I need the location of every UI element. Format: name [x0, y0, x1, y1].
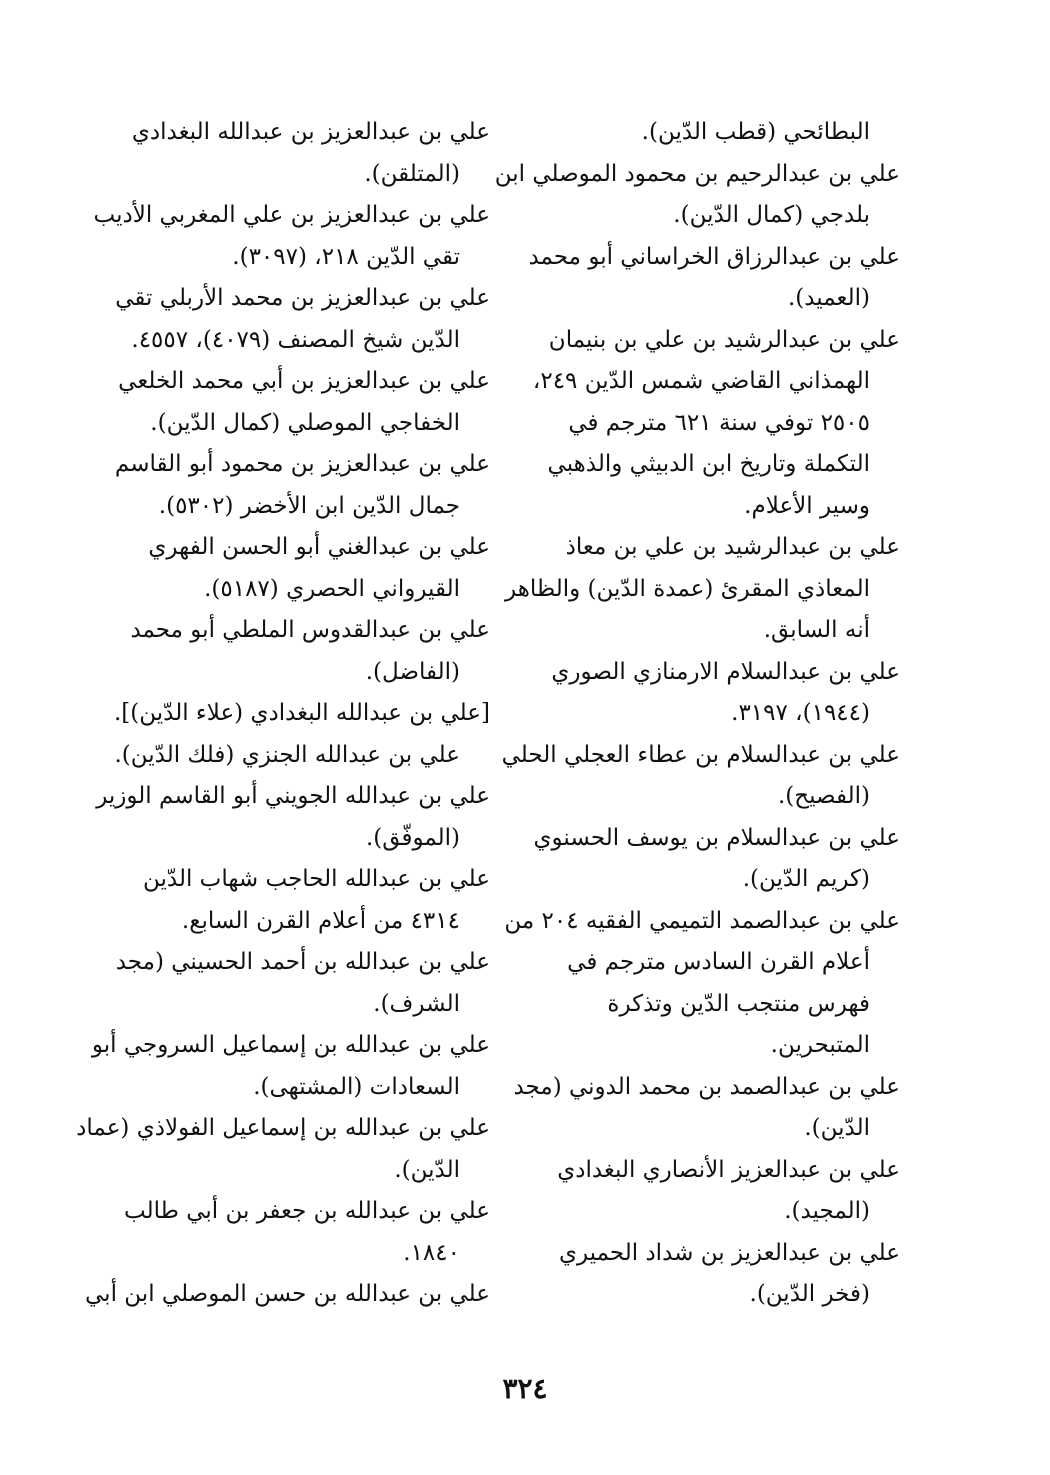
index-entry-line: علي بن عبدالعزيز بن علي المغربي الأديب [93, 202, 490, 228]
index-entry-continuation: (١٩٤٤)، ٣١٩٧. [731, 700, 870, 726]
index-column-left [76, 112, 490, 1316]
index-entry-line: علي بن عبدالرحيم بن محمود الموصلي ابن [494, 160, 900, 187]
index-entry-continuation: الهمذاني القاضي شمس الدّين ٢٤٩، [532, 368, 870, 394]
index-entry-continuation: (الموفّق). [365, 824, 460, 851]
index-entry-line: علي بن عبدالغني أبو الحسن الفهري [148, 534, 490, 560]
index-entry-continuation: علي بن عبدالله الجنزي (فلك الدّين). [114, 741, 460, 768]
index-entry-continuation: (الفاضل). [365, 658, 460, 685]
index-entry-line: علي بن عبدالقدوس الملطي أبو محمد [130, 617, 490, 643]
index-entry-line: علي بن عبدالصمد بن محمد الدوني (مجد [513, 1073, 900, 1100]
index-entry-line: علي بن عبدالرشيد بن علي بن معاذ [565, 534, 900, 560]
index-entry-line: علي بن عبدالله بن إسماعيل الفولاذي (عماد [76, 1115, 490, 1141]
index-entry-line: علي بن عبدالعزيز بن محمد الأربلي تقي [115, 285, 490, 311]
index-entry-continuation: بلدجي (كمال الدّين). [673, 202, 870, 228]
index-entry-continuation: فهرس منتجب الدّين وتذكرة [607, 990, 870, 1017]
index-entry-continuation: التكملة وتاريخ ابن الدبيثي والذهبي [547, 451, 870, 477]
index-entry-line: علي بن عبدالسلام الارمنازي الصوري [551, 658, 900, 685]
index-entry-continuation: الدّين). [394, 1156, 460, 1183]
index-entry-continuation: (المجيد). [784, 1198, 870, 1224]
index-entry-continuation: الدّين شيخ المصنف (٤٠٧٩)، ٤٥٥٧. [131, 326, 460, 353]
index-entry-line: علي بن عبدالعزيز بن أبي محمد الخلعي [118, 368, 490, 394]
index-entry-continuation: الشرف). [373, 990, 460, 1017]
index-entry-continuation: القيرواني الحصري (٥١٨٧). [204, 575, 460, 602]
index-entry-continuation: ٤٣١٤ من أعلام القرن السابع. [181, 907, 460, 934]
index-entry-line: علي بن عبدالله بن حسن الموصلي ابن أبي [85, 1281, 490, 1307]
index-entry-continuation: (فخر الدّين). [749, 1281, 870, 1307]
page-number: ٣٢٤ [502, 1372, 548, 1405]
index-entry-continuation: أعلام القرن السادس مترجم في [567, 949, 870, 975]
index-entry-continuation: البطائحي (قطب الدّين). [641, 119, 870, 145]
index-column-right [494, 112, 900, 1316]
index-entry-continuation: أنه السابق. [763, 617, 870, 643]
index-entry-line: علي بن عبدالسلام بن عطاء العجلي الحلي [501, 741, 900, 768]
index-entry-line: علي بن عبدالرشيد بن علي بن بنيمان [548, 326, 900, 353]
index-entry-line: علي بن عبدالله الحاجب شهاب الدّين [142, 866, 490, 892]
index-entry-continuation: الخفاجي الموصلي (كمال الدّين). [150, 409, 460, 436]
index-entry-line: علي بن عبدالله بن إسماعيل السروجي أبو [91, 1032, 490, 1058]
index-entry-line: علي بن عبدالله بن أحمد الحسيني (مجد [115, 949, 490, 975]
index-entry-line: علي بن عبدالعزيز بن عبدالله البغدادي [131, 119, 490, 145]
index-entry-continuation: (كريم الدّين). [742, 866, 870, 892]
index-entry-continuation: ١٨٤٠. [403, 1239, 460, 1266]
index-entry-line: علي بن عبدالعزيز بن شداد الحميري [558, 1239, 900, 1266]
index-entry-line: علي بن عبدالله بن جعفر بن أبي طالب [123, 1198, 490, 1224]
index-entry-line: علي بن عبدالسلام بن يوسف الحسنوي [533, 824, 900, 851]
index-entry-line: علي بن عبدالرزاق الخراساني أبو محمد [528, 243, 900, 270]
index-entry-continuation: المتبحرين. [770, 1032, 870, 1058]
index-entry-continuation: تقي الدّين ٢١٨، (٣٠٩٧). [232, 243, 460, 270]
index-entry-continuation: ٢٥٠٥ توفي سنة ٦٢١ مترجم في [568, 409, 870, 436]
index-entry-line: علي بن عبدالصمد التميمي الفقيه ٢٠٤ من [504, 907, 900, 934]
index-entry-continuation: جمال الدّين ابن الأخضر (٥٣٠٢). [158, 492, 460, 519]
index-entry-continuation: (المتلقن). [364, 160, 460, 187]
index-entry-continuation: السعادات (المشتهى). [253, 1073, 460, 1100]
index-entry-line: علي بن عبدالعزيز الأنصاري البغدادي [557, 1156, 900, 1183]
index-entry-continuation: المعاذي المقرئ (عمدة الدّين) والظاهر [505, 575, 870, 602]
index-entry-continuation: (العميد). [787, 285, 870, 311]
index-entry-continuation: (الفصيح). [777, 783, 870, 809]
index-entry-continuation: الدّين). [804, 1115, 870, 1141]
index-entry-continuation: وسير الأعلام. [744, 492, 870, 519]
index-entry-line: [علي بن عبدالله البغدادي (علاء الدّين)]. [113, 700, 490, 726]
index-entry-line: علي بن عبدالعزيز بن محمود أبو القاسم [114, 451, 490, 477]
index-entry-line: علي بن عبدالله الجويني أبو القاسم الوزير [96, 783, 490, 809]
